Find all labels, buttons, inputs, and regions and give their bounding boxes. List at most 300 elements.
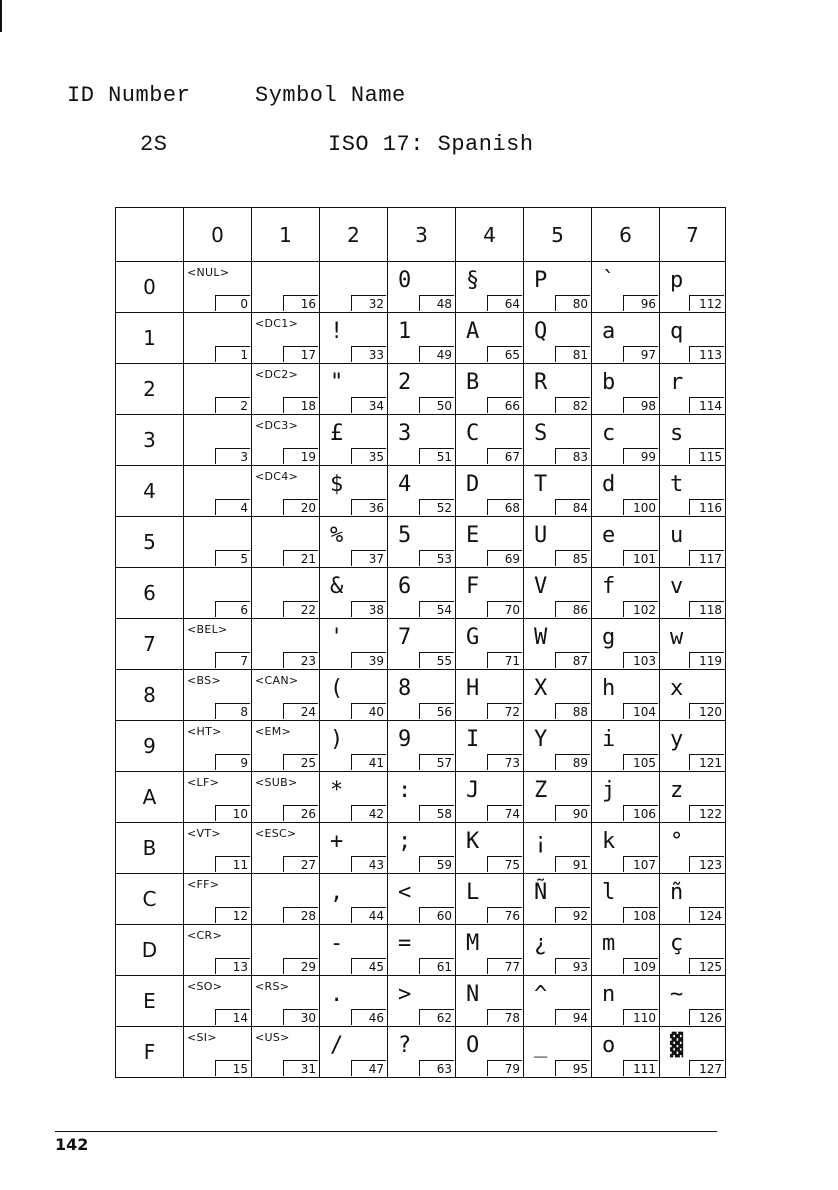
glyph: S [534, 421, 548, 446]
char-cell [252, 925, 320, 976]
glyph: y [670, 727, 684, 752]
decimal-code: 69 [487, 550, 522, 566]
char-cell [184, 670, 252, 721]
decimal-code: 98 [623, 397, 658, 413]
decimal-code: 100 [623, 499, 658, 515]
control-code-label: <SO> [187, 980, 223, 993]
glyph: * [330, 778, 344, 803]
control-code-label: <EM> [255, 725, 292, 738]
decimal-code: 109 [623, 958, 658, 974]
decimal-code: 65 [487, 346, 522, 362]
char-cell [388, 823, 456, 874]
glyph: ^ [534, 982, 548, 1007]
char-cell [456, 823, 524, 874]
char-cell [184, 364, 252, 415]
decimal-code: 37 [351, 550, 386, 566]
decimal-code: 76 [487, 907, 522, 923]
char-cell [388, 619, 456, 670]
glyph: e [602, 523, 616, 548]
glyph: Z [534, 778, 548, 803]
decimal-code: 84 [555, 499, 590, 515]
decimal-code: 113 [689, 346, 724, 362]
char-cell [320, 721, 388, 772]
decimal-code: 26 [283, 805, 318, 821]
decimal-code: 58 [419, 805, 454, 821]
control-code-label: <DC3> [255, 419, 299, 432]
glyph: i [602, 727, 616, 752]
glyph: N [466, 982, 480, 1007]
decimal-code: 95 [555, 1060, 590, 1076]
decimal-code: 7 [215, 652, 250, 668]
char-cell [320, 976, 388, 1027]
char-cell [252, 823, 320, 874]
char-cell [456, 925, 524, 976]
column-header: 7 [660, 208, 726, 262]
char-cell [592, 262, 660, 313]
decimal-code: 6 [215, 601, 250, 617]
glyph: M [466, 931, 480, 956]
row-header: C [116, 874, 184, 925]
decimal-code: 14 [215, 1009, 250, 1025]
char-cell [320, 364, 388, 415]
char-cell [524, 823, 592, 874]
control-code-label: <SI> [187, 1031, 217, 1044]
decimal-code: 8 [215, 703, 250, 719]
char-cell [184, 619, 252, 670]
glyph: + [330, 829, 344, 854]
glyph: ~ [670, 982, 684, 1007]
decimal-code: 115 [689, 448, 724, 464]
char-cell [524, 517, 592, 568]
column-header: 3 [388, 208, 456, 262]
decimal-code: 122 [689, 805, 724, 821]
decimal-code: 18 [283, 397, 318, 413]
table-row [116, 976, 726, 1027]
glyph: F [466, 574, 480, 599]
char-cell [456, 976, 524, 1027]
decimal-code: 52 [419, 499, 454, 515]
glyph: h [602, 676, 616, 701]
glyph: - [330, 931, 344, 956]
glyph: E [466, 523, 480, 548]
decimal-code: 75 [487, 856, 522, 872]
char-cell [320, 313, 388, 364]
glyph: b [602, 370, 616, 395]
decimal-code: 119 [689, 652, 724, 668]
char-cell [660, 925, 726, 976]
decimal-code: 46 [351, 1009, 386, 1025]
char-cell [184, 313, 252, 364]
char-cell [456, 262, 524, 313]
char-cell [660, 568, 726, 619]
char-cell [592, 415, 660, 466]
char-cell [184, 415, 252, 466]
control-code-label: <ESC> [255, 827, 297, 840]
glyph: > [398, 982, 412, 1007]
glyph: ! [330, 319, 344, 344]
char-cell [388, 466, 456, 517]
glyph: 2 [398, 370, 412, 395]
char-cell [252, 262, 320, 313]
char-cell [456, 364, 524, 415]
glyph: % [330, 523, 344, 548]
char-cell [184, 568, 252, 619]
glyph: m [602, 931, 616, 956]
char-cell [592, 925, 660, 976]
char-cell [456, 874, 524, 925]
decimal-code: 20 [283, 499, 318, 515]
decimal-code: 81 [555, 346, 590, 362]
row-header: 4 [116, 466, 184, 517]
decimal-code: 73 [487, 754, 522, 770]
glyph: ' [330, 625, 344, 650]
decimal-code: 93 [555, 958, 590, 974]
decimal-code: 77 [487, 958, 522, 974]
char-cell [252, 517, 320, 568]
char-cell [592, 619, 660, 670]
glyph: X [534, 676, 548, 701]
glyph: ) [330, 727, 344, 752]
char-cell [252, 1027, 320, 1078]
decimal-code: 23 [283, 652, 318, 668]
column-header-row [116, 208, 726, 262]
glyph: r [670, 370, 684, 395]
char-cell [660, 364, 726, 415]
table-row [116, 670, 726, 721]
char-cell [592, 568, 660, 619]
decimal-code: 48 [419, 295, 454, 311]
glyph: 6 [398, 574, 412, 599]
decimal-code: 0 [215, 295, 250, 311]
decimal-code: 35 [351, 448, 386, 464]
char-cell [660, 976, 726, 1027]
decimal-code: 85 [555, 550, 590, 566]
char-cell [320, 262, 388, 313]
glyph: c [602, 421, 616, 446]
table-row [116, 1027, 726, 1078]
decimal-code: 42 [351, 805, 386, 821]
table-row [116, 415, 726, 466]
glyph: f [602, 574, 616, 599]
row-header: F [116, 1027, 184, 1078]
char-cell [320, 568, 388, 619]
char-cell [660, 466, 726, 517]
char-cell [252, 670, 320, 721]
decimal-code: 59 [419, 856, 454, 872]
char-cell [184, 1027, 252, 1078]
decimal-code: 101 [623, 550, 658, 566]
char-cell [660, 721, 726, 772]
character-set-table [115, 207, 726, 1078]
glyph: : [398, 778, 412, 803]
char-cell [252, 466, 320, 517]
glyph: d [602, 472, 616, 497]
id-number-value: 2S [140, 132, 168, 157]
glyph: T [534, 472, 548, 497]
decimal-code: 53 [419, 550, 454, 566]
decimal-code: 91 [555, 856, 590, 872]
decimal-code: 13 [215, 958, 250, 974]
decimal-code: 62 [419, 1009, 454, 1025]
glyph: 0 [398, 268, 412, 293]
control-code-label: <SUB> [255, 776, 298, 789]
decimal-code: 105 [623, 754, 658, 770]
char-cell [184, 772, 252, 823]
row-header: A [116, 772, 184, 823]
column-header: 4 [456, 208, 524, 262]
decimal-code: 97 [623, 346, 658, 362]
glyph: V [534, 574, 548, 599]
glyph: k [602, 829, 616, 854]
char-cell [524, 925, 592, 976]
glyph: w [670, 625, 684, 650]
table-row [116, 772, 726, 823]
char-cell [388, 568, 456, 619]
glyph: J [466, 778, 480, 803]
char-cell [320, 823, 388, 874]
decimal-code: 32 [351, 295, 386, 311]
table-row [116, 517, 726, 568]
control-code-label: <LF> [187, 776, 220, 789]
table-row [116, 364, 726, 415]
char-cell [456, 772, 524, 823]
decimal-code: 44 [351, 907, 386, 923]
char-cell [524, 1027, 592, 1078]
glyph: / [330, 1033, 344, 1058]
char-cell [184, 823, 252, 874]
control-code-label: <CAN> [255, 674, 299, 687]
control-code-label: <BS> [187, 674, 221, 687]
char-cell [320, 415, 388, 466]
char-cell [252, 313, 320, 364]
decimal-code: 107 [623, 856, 658, 872]
row-header: 1 [116, 313, 184, 364]
glyph: . [330, 982, 344, 1007]
char-cell [524, 619, 592, 670]
char-cell [592, 1027, 660, 1078]
decimal-code: 57 [419, 754, 454, 770]
glyph: B [466, 370, 480, 395]
glyph: 8 [398, 676, 412, 701]
char-cell [524, 568, 592, 619]
char-cell [592, 517, 660, 568]
decimal-code: 47 [351, 1060, 386, 1076]
glyph: " [330, 370, 344, 395]
decimal-code: 63 [419, 1060, 454, 1076]
table-row [116, 313, 726, 364]
glyph: g [602, 625, 616, 650]
char-cell [252, 364, 320, 415]
decimal-code: 3 [215, 448, 250, 464]
row-header: 6 [116, 568, 184, 619]
char-cell [660, 1027, 726, 1078]
glyph: Y [534, 727, 548, 752]
glyph: U [534, 523, 548, 548]
decimal-code: 54 [419, 601, 454, 617]
glyph: O [466, 1033, 480, 1058]
decimal-code: 72 [487, 703, 522, 719]
control-code-label: <DC4> [255, 470, 299, 483]
glyph: Ñ [534, 880, 548, 905]
row-header: 9 [116, 721, 184, 772]
char-cell [524, 313, 592, 364]
char-cell [592, 874, 660, 925]
glyph: 4 [398, 472, 412, 497]
table-row [116, 619, 726, 670]
char-cell [388, 313, 456, 364]
decimal-code: 74 [487, 805, 522, 821]
glyph: 5 [398, 523, 412, 548]
decimal-code: 116 [689, 499, 724, 515]
char-cell [660, 823, 726, 874]
char-cell [524, 772, 592, 823]
glyph: ( [330, 676, 344, 701]
id-number-label: ID Number [67, 83, 191, 108]
glyph: q [670, 319, 684, 344]
table-row [116, 568, 726, 619]
decimal-code: 28 [283, 907, 318, 923]
decimal-code: 60 [419, 907, 454, 923]
char-cell [524, 721, 592, 772]
glyph: H [466, 676, 480, 701]
column-header: 1 [252, 208, 320, 262]
decimal-code: 30 [283, 1009, 318, 1025]
decimal-code: 118 [689, 601, 724, 617]
char-cell [524, 670, 592, 721]
decimal-code: 51 [419, 448, 454, 464]
char-cell [592, 466, 660, 517]
decimal-code: 61 [419, 958, 454, 974]
decimal-code: 43 [351, 856, 386, 872]
glyph: ; [398, 829, 412, 854]
glyph: § [466, 268, 480, 293]
glyph: = [398, 931, 412, 956]
footer-rule [55, 1131, 717, 1132]
char-cell [388, 364, 456, 415]
decimal-code: 125 [689, 958, 724, 974]
decimal-code: 66 [487, 397, 522, 413]
glyph: _ [534, 1033, 548, 1058]
glyph: K [466, 829, 480, 854]
decimal-code: 49 [419, 346, 454, 362]
decimal-code: 15 [215, 1060, 250, 1076]
decimal-code: 79 [487, 1060, 522, 1076]
decimal-code: 112 [689, 295, 724, 311]
glyph: 1 [398, 319, 412, 344]
page-number: 142 [55, 1135, 89, 1154]
symbol-name-value: ISO 17: Spanish [328, 132, 534, 157]
char-cell [660, 772, 726, 823]
char-cell [388, 976, 456, 1027]
char-cell [388, 517, 456, 568]
char-cell [592, 976, 660, 1027]
decimal-code: 114 [689, 397, 724, 413]
decimal-code: 11 [215, 856, 250, 872]
decimal-code: 34 [351, 397, 386, 413]
char-cell [660, 517, 726, 568]
decimal-code: 78 [487, 1009, 522, 1025]
decimal-code: 19 [283, 448, 318, 464]
decimal-code: 96 [623, 295, 658, 311]
column-header: 0 [184, 208, 252, 262]
char-cell [592, 721, 660, 772]
glyph: ç [670, 931, 684, 956]
table-row [116, 466, 726, 517]
char-cell [524, 364, 592, 415]
glyph: ñ [670, 880, 684, 905]
glyph: Q [534, 319, 548, 344]
char-cell [388, 670, 456, 721]
decimal-code: 86 [555, 601, 590, 617]
glyph: u [670, 523, 684, 548]
decimal-code: 94 [555, 1009, 590, 1025]
glyph: t [670, 472, 684, 497]
glyph: ? [398, 1033, 412, 1058]
glyph: ¿ [534, 931, 548, 956]
decimal-code: 64 [487, 295, 522, 311]
char-cell [456, 619, 524, 670]
decimal-code: 17 [283, 346, 318, 362]
control-code-label: <NUL> [187, 266, 230, 279]
char-cell [456, 466, 524, 517]
row-header: D [116, 925, 184, 976]
char-cell [320, 1027, 388, 1078]
glyph: W [534, 625, 548, 650]
decimal-code: 104 [623, 703, 658, 719]
decimal-code: 25 [283, 754, 318, 770]
glyph: p [670, 268, 684, 293]
char-cell [456, 568, 524, 619]
column-header: 6 [592, 208, 660, 262]
char-cell [184, 721, 252, 772]
row-header: 2 [116, 364, 184, 415]
decimal-code: 5 [215, 550, 250, 566]
char-cell [320, 466, 388, 517]
glyph: I [466, 727, 480, 752]
glyph: 3 [398, 421, 412, 446]
row-header: 8 [116, 670, 184, 721]
decimal-code: 22 [283, 601, 318, 617]
decimal-code: 108 [623, 907, 658, 923]
char-cell [456, 721, 524, 772]
decimal-code: 87 [555, 652, 590, 668]
char-cell [660, 262, 726, 313]
char-cell [320, 619, 388, 670]
decimal-code: 10 [215, 805, 250, 821]
char-cell [456, 1027, 524, 1078]
glyph: z [670, 778, 684, 803]
control-code-label: <RS> [255, 980, 290, 993]
char-cell [184, 262, 252, 313]
table-row [116, 823, 726, 874]
decimal-code: 24 [283, 703, 318, 719]
decimal-code: 33 [351, 346, 386, 362]
decimal-code: 83 [555, 448, 590, 464]
char-cell [388, 925, 456, 976]
char-cell [592, 823, 660, 874]
char-cell [252, 772, 320, 823]
table-row [116, 925, 726, 976]
char-cell [388, 772, 456, 823]
row-header: 7 [116, 619, 184, 670]
char-cell [388, 415, 456, 466]
char-cell [252, 619, 320, 670]
char-cell [320, 517, 388, 568]
char-cell [388, 721, 456, 772]
char-cell [524, 976, 592, 1027]
decimal-code: 9 [215, 754, 250, 770]
char-cell [184, 466, 252, 517]
